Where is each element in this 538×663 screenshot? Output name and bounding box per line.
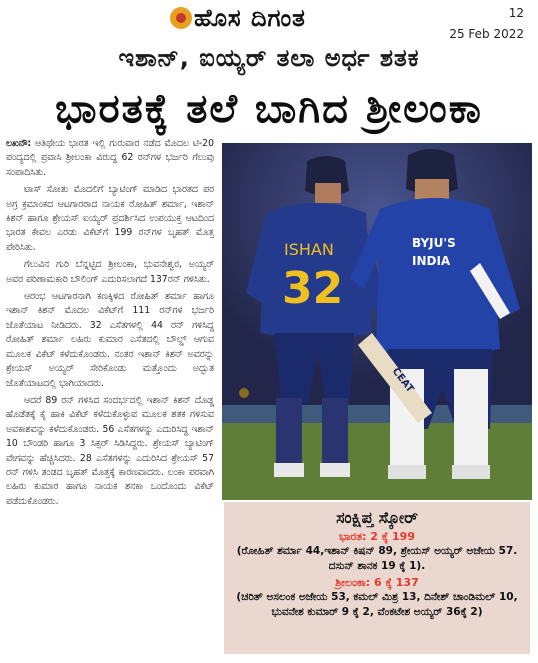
edition-date: 25 Feb 2022 (449, 27, 524, 41)
india-score-line: ಭಾರತ: 2 ಕ್ಕೆ 199 (339, 530, 415, 543)
logo-text: ಹೊಸ ದಿಗಂತ (194, 4, 306, 32)
article-body (6, 137, 214, 657)
india-score-detail: (ರೋಹಿತ್ ಶರ್ಮಾ 44,ಇಶಾನ್ ಕಿಷನ್ 89, ಶ್ರೇಯಸ್ ಅಯ್ಯರ್ ಅಜೇಯ 57. ದಸುನ್ ಶಾನಕ 19 ಕ್ಕೆ 1). (236, 545, 518, 572)
jersey-right-sponsor: BYJU'S (412, 236, 456, 250)
lanka-score-detail: (ಚರಿತ್ ಅಸಲಂಕ ಅಜೇಯ 53, ಕಮಲ್ ಮಿಶ್ರ 13, ದಿನೇಶ್ ಚಾಂಡಿಮಲ್ 10, ಭುವನೇಶ ಕುಮಾರ್ 9 ಕ್ಕೆ 2, ವೆಂಕಟೇಶ ಅಯ್ಯರ್ 36ಕ್ಕೆ 2) (236, 591, 518, 618)
jersey-left-name: ISHAN (284, 240, 334, 259)
jersey-left-number: 32 (282, 263, 344, 314)
logo-sun-icon (170, 7, 192, 29)
article-paragraph: ಗೆಲುವಿನ ಗುರಿ ಬೆನ್ನಟ್ಟಿದ ಶ್ರೀಲಂಕಾ, ಭುವನೇಶ್ವರ, ಅಯ್ಯರ್ ಅವರ ಪರಿಣಾಮಕಾರಿ ಬೌಲಿಂಗ್ ಎದುರಿಸಲಾಗದೆ 137ರನ್ ಗಳಿಸಿತು. (6, 259, 214, 285)
page-number: 12 (508, 6, 524, 20)
article-paragraph: ಆರಂಭ ಆಟಗಾರನಾಗಿ ಕಣಕ್ಕಿಳಿದ ರೋಹಿತ್ ಶರ್ಮಾ ಹಾಗೂ ಇಶಾನ್ ಕಿಶನ್ ಮೊದಲ ವಿಕೆಟ್‌ಗೆ 111 ರನ್‌ಗಳ ಭರ್ಜರಿ ಜೊತೆಯಾಟ ನೀಡಿದರು. 32 ಎಸೆತಗಳಲ್ಲಿ 44 ರನ್ ಗಳಿಸಿದ್ದ ರೋಹಿತ್ ಶರ್ಮಾ ಲಹಿರು ಕುಮಾರ ಎಸೆತದಲ್ಲಿ ಬೌಲ್ಡ್ ಆಗುವ ಮೂಲಕ ವಿಕೆಟ್ ಕಳೆದುಕೊಂಡರು. ನಂತರ ಇಶಾನ್ ಕಿಶನ್ ಅವರನ್ನು ಶ್ರೇಯಸ್ ಅಯ್ಯರ್ ಸೇರಿಕೊಂಡು ಮತ್ತೊಂದು ಅದ್ಭುತ ಜೊತೆಯಾಟದಲ್ಲಿ ಭಾಗಿಯಾದರು. (6, 291, 214, 389)
scorecard-title: ಸಂಕ್ಷಿಪ್ತ ಸ್ಕೋರ್ (336, 508, 418, 527)
main-headline: ಭಾರತಕ್ಕೆ ತಲೆ ಬಾಗಿದ ಶ್ರೀಲಂಕಾ (55, 86, 483, 132)
article-paragraph: ಲಖನೌ: ಆತಿಥೇಯ ಭಾರತ ಇಲ್ಲಿ ಗುರುವಾರ ನಡೆದ ಮೊದಲ ಟಿ-20 ಪಂದ್ಯದಲ್ಲಿ ಪ್ರವಾಸಿ ಶ್ರೀಲಂಕಾ ವಿರುದ್ಧ 62 ರನ್‌ಗಳ ಭರ್ಜರಿ ಗೆಲುವು ಸಂಪಾದಿಸಿತು. (6, 138, 214, 178)
newspaper-logo (170, 2, 306, 34)
scorecard-box (224, 502, 530, 654)
lanka-score-line: ಶ್ರೀಲಂಕಾ: 6 ಕ್ಕೆ 137 (335, 576, 419, 589)
article-paragraph: ಟಾಸ್ ಸೋತು ಮೊದಲಿಗೆ ಬ್ಯಾಟಿಂಗ್ ಮಾಡಿದ ಭಾರತದ ಪರ ಅಗ್ರ ಕ್ರಮಾಂಕದ ಆಟಗಾರರಾದ ನಾಯಕ ರೋಹಿತ್ ಶರ್ಮಾ, ಇಶಾನ್ ಕಿಶನ್ ಹಾಗೂ ಶ್ರೇಯಸ್ ಐಯ್ಯರ್ ಪ್ರದರ್ಶಿಸಿದ ಉಪಯುಕ್ತ ಆಟದಿಂದ ಭಾರತ ಕೇವಲ ಎರಡು ವಿಕೆಟ್‌ಗೆ 199 ರನ್‌ಗಳ ಬೃಹತ್ ಮೊತ್ತ ಪೇರಿಸಿತು. (6, 184, 214, 253)
jersey-right-country: INDIA (412, 254, 451, 268)
masthead (0, 0, 538, 40)
kicker-headline: ಇಶಾನ್, ಐಯ್ಯರ್ ತಲಾ ಅರ್ಧ ಶತಕ (118, 44, 420, 72)
article-paragraph: ಆದರೆ 89 ರನ್ ಗಳಿಸಿದ ಸಂದರ್ಭದಲ್ಲಿ ಇಶಾನ್ ಕಿಶನ್ ದೊಡ್ಡ ಹೊಡೆತಕ್ಕೆ ಕೈ ಹಾಕಿ ವಿಕೆಟ್ ಕಳೆದುಕೊಳ್ಳುವ ಮೂಲಕ ಶತಕ ಗಳಿಸುವ ಅವಕಾಶವನ್ನು ಕಳೆದುಕೊಂಡರು. 56 ಎಸೆತಗಳನ್ನು ಎದುರಿಸಿದ್ದ ಇಶಾನ್ 10 ಬೌಂಡರಿ ಹಾಗೂ 3 ಸಿಕ್ಸರ್ ಸಿಡಿಸಿದ್ದರು. ಶ್ರೇಯಸ್ ಬ್ಯಾಟಿಂಗ್ ವೇಗವನ್ನು ಹೆಚ್ಚಿಸಿದರು. 28 ಎಸೆತಗಳನ್ನು ಎದುರಿಸಿದ ಶ್ರೇಯಸ್ 57 ರನ್ ಗಳಿಸಿ ತಂಡದ ಬೃಹತ್ ಮೊತ್ತಕ್ಕೆ ಕಾರಣವಾದರು. ಲಂಕಾ ಪರವಾಗಿ ಲಹಿರು ಕುಮಾರ ಹಾಗೂ ನಾಯಕ ಶನಕಾ ಒಂದೊಂದು ವಿಕೆಟ್ ಪಡೆದುಕೊಂಡರು. (6, 394, 214, 507)
cricketers-illustration (222, 143, 532, 500)
bat-brand: CEAT (389, 366, 416, 395)
dateline: ಲಖನೌ: (6, 138, 32, 149)
cricketers-photo (222, 143, 532, 500)
